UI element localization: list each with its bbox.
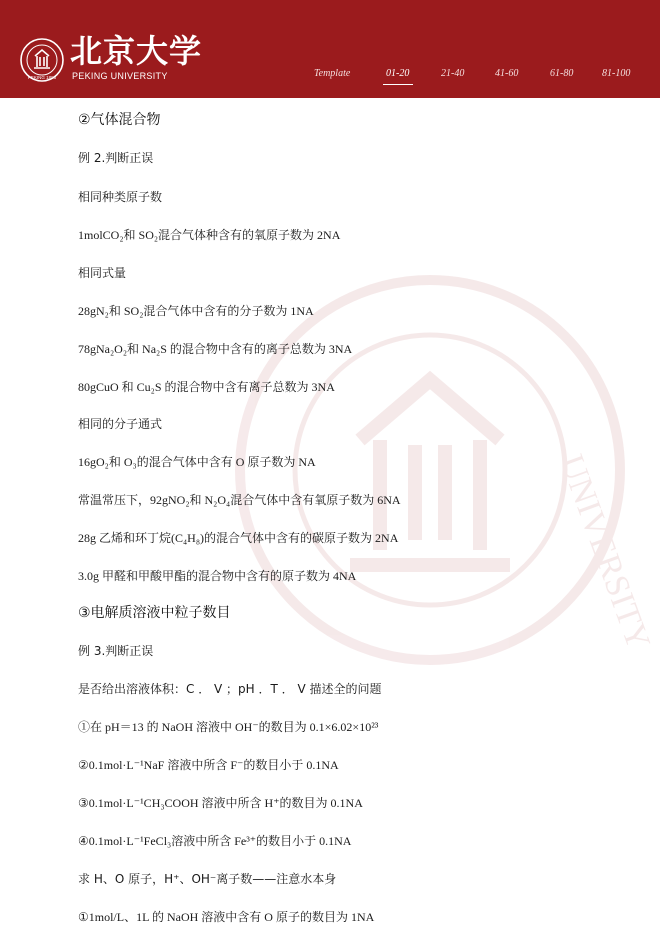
- active-nav-underline: [383, 84, 413, 85]
- example-label: 例 2.判断正误: [78, 151, 154, 165]
- subheading: 相同式量: [78, 266, 127, 280]
- watermark-text: UNIVERSITY: [552, 450, 658, 655]
- brand-name-english: PEKING UNIVERSITY: [72, 71, 168, 81]
- statement: 16gO₂和 O₃的混合气体中含有 O 原子数为 NA: [78, 455, 316, 469]
- statement: ④0.1mol·L⁻¹FeCl₃溶液中所含 Fe³⁺的数目小于 0.1NA: [78, 834, 352, 848]
- statement: ①1mol/L、1L 的 NaOH 溶液中含有 O 原子的数目为 1NA: [78, 910, 375, 924]
- section-heading-electrolyte: ③电解质溶液中粒子数目: [78, 605, 231, 621]
- nav-01-20-link[interactable]: 01-20: [386, 68, 410, 79]
- statement: ②0.1mol·L⁻¹NaF 溶液中所含 F⁻的数目小于 0.1NA: [78, 758, 339, 772]
- statement: 28gN₂和 SO₂混合气体中含有的分子数为 1NA: [78, 304, 314, 318]
- nav-21-40-link[interactable]: 21-40: [441, 68, 465, 79]
- nav-template-link[interactable]: Template: [314, 68, 351, 79]
- header-banner: [0, 0, 660, 98]
- section-heading-gas-mixture: ②气体混合物: [78, 112, 161, 128]
- statement: ③0.1mol·L⁻¹CH₃COOH 溶液中所含 H⁺的数目为 0.1NA: [78, 796, 363, 810]
- statement: 3.0g 甲醛和甲酸甲酯的混合物中含有的原子数为 4NA: [78, 569, 357, 583]
- university-watermark-icon: [230, 270, 658, 670]
- seal-text: PEKING 1898: [27, 75, 57, 80]
- example-label: 例 3.判断正误: [78, 644, 154, 658]
- page-navigation: [0, 68, 660, 84]
- statement: 78gNa₂O₂和 Na₂S 的混合物中含有的离子总数为 3NA: [78, 342, 353, 356]
- subheading: 相同种类原子数: [78, 190, 163, 204]
- statement: 80gCuO 和 Cu₂S 的混合物中含有离子总数为 3NA: [78, 380, 335, 394]
- subheading: 求 H、O 原子，H⁺、OH⁻离子数——注意水本身: [78, 872, 337, 886]
- statement: 28g 乙烯和环丁烷(C₄H₈)的混合气体中含有的碳原子数为 2NA: [78, 531, 399, 545]
- statement: 常温常压下，92gNO₂和 N₂O₄混合气体中含有氧原子数为 6NA: [78, 493, 401, 507]
- nav-61-80-link[interactable]: 61-80: [550, 68, 574, 79]
- nav-81-100-link[interactable]: 81-100: [602, 68, 631, 79]
- statement: ①在 pH＝13 的 NaOH 溶液中 OH⁻的数目为 0.1×6.02×10²³: [78, 720, 379, 734]
- statement: 1molCO₂和 SO₂混合气体种含有的氧原子数为 2NA: [78, 228, 341, 242]
- instruction-text: 是否给出溶液体积：C ． V ；pH ．T ． V 描述全的问题: [78, 682, 382, 696]
- nav-41-60-link[interactable]: 41-60: [495, 68, 519, 79]
- brand-name-chinese: 北京大学: [70, 32, 203, 70]
- subheading: 相同的分子通式: [78, 417, 163, 431]
